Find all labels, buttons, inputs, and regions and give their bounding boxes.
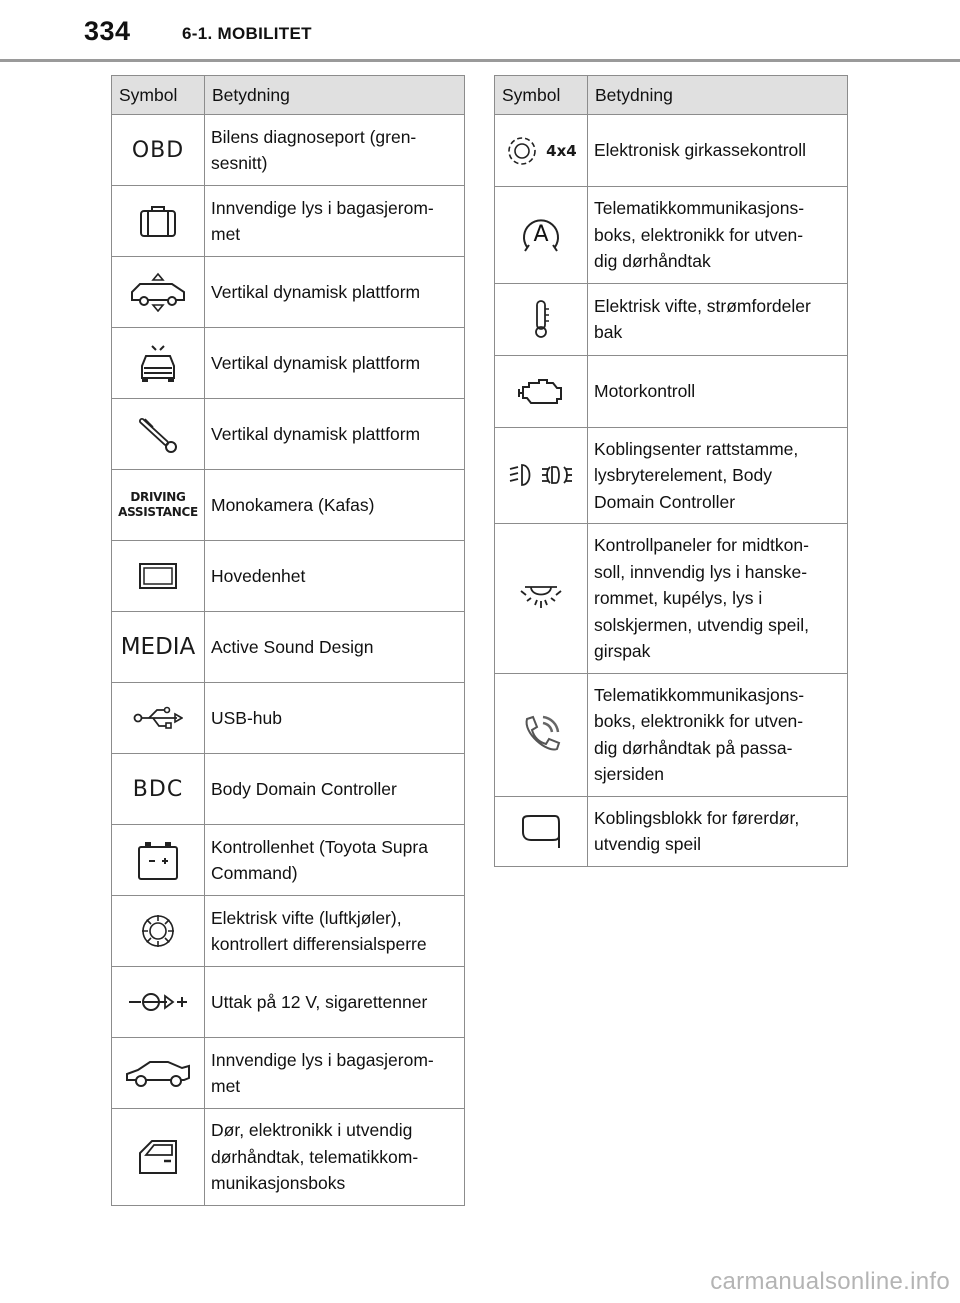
luggage-icon (138, 204, 178, 238)
table-row (112, 186, 465, 257)
meaning-text: Koblingsenter rattstamme, lysbryterelement, Body Domain Controller (594, 438, 799, 512)
gear-icon (505, 134, 539, 168)
column-header-meaning: Betydning (205, 76, 465, 115)
symbol-cell (112, 470, 205, 541)
meaning-text: Kontrollpaneler for midtkon- soll, innvendig lys i hanske- rommet, kupélys, lys i solskjermen, utvendig speil, girspak (594, 535, 809, 661)
meaning-text: Innvendige lys i bagasjerom- met (211, 197, 434, 244)
symbol-cell (112, 328, 205, 399)
meaning-text: Elektrisk vifte, strømfordeler bak (594, 295, 811, 342)
4x4-label: 4x4 (546, 141, 577, 160)
meaning-text: Monokamera (Kafas) (211, 494, 375, 515)
meaning-cell (205, 683, 465, 754)
column-header-symbol: Symbol (112, 76, 205, 115)
obd-icon: OBD (131, 137, 185, 163)
table-header-row (112, 76, 465, 115)
table-row (112, 115, 465, 186)
table-row (112, 1109, 465, 1206)
meaning-cell (205, 612, 465, 683)
table-row (112, 612, 465, 683)
meaning-cell (205, 754, 465, 825)
symbol-cell (112, 754, 205, 825)
symbol-cell (495, 115, 588, 187)
column-header-symbol: Symbol (495, 76, 588, 115)
section-title: 6-1. MOBILITET (182, 24, 312, 43)
table-row (112, 825, 465, 896)
table-row (495, 524, 848, 674)
bdc-icon: BDC (132, 776, 184, 802)
meaning-text: Telematikkommunikasjons- boks, elektronikk for utven- dig dørhåndtak (594, 198, 805, 271)
fan-icon (138, 911, 178, 951)
meaning-cell (588, 355, 848, 427)
table-row (112, 470, 465, 541)
symbol-cell (495, 283, 588, 355)
table-row (112, 896, 465, 967)
symbol-cell (112, 683, 205, 754)
symbol-cell (495, 187, 588, 284)
meaning-cell (588, 283, 848, 355)
meaning-cell (205, 470, 465, 541)
symbol-cell (112, 1038, 205, 1109)
meaning-text: Elektronisk girkassekontroll (594, 140, 807, 161)
symbol-cell (112, 825, 205, 896)
car-trunk-icon (124, 1056, 192, 1090)
meaning-text: Innvendige lys i bagasjerom- met (211, 1049, 434, 1096)
meaning-cell (588, 673, 848, 796)
symbol-table-right (494, 75, 848, 867)
wrench-icon (136, 415, 180, 453)
table-row (112, 683, 465, 754)
meaning-cell (205, 186, 465, 257)
table-row (495, 187, 848, 284)
table-row (112, 967, 465, 1038)
engine-icon (517, 375, 565, 407)
symbol-cell (495, 427, 588, 524)
meaning-text: Motorkontroll (594, 380, 696, 401)
sos-a-icon (519, 213, 563, 257)
symbol-cell (112, 257, 205, 328)
meaning-text: Kontrollenhet (Toyota Supra Command) (211, 836, 428, 883)
meaning-text: Bilens diagnoseport (gren- sesnitt) (211, 126, 417, 173)
meaning-cell (588, 115, 848, 187)
symbol-cell (112, 115, 205, 186)
headlight-icon (508, 461, 574, 489)
symbol-cell (495, 524, 588, 674)
table-row (495, 673, 848, 796)
table-row (495, 427, 848, 524)
symbol-cell (112, 967, 205, 1038)
table-header-row (495, 76, 848, 115)
table-row (495, 115, 848, 187)
symbol-cell (112, 612, 205, 683)
battery-icon (136, 839, 180, 881)
symbol-table-left (111, 75, 465, 1206)
meaning-cell (588, 427, 848, 524)
table-row (112, 328, 465, 399)
meaning-text: Vertikal dynamisk plattform (211, 423, 421, 444)
table-row (112, 399, 465, 470)
symbol-cell (112, 541, 205, 612)
symbol-cell (112, 399, 205, 470)
symbol-cell (112, 896, 205, 967)
symbol-cell (495, 673, 588, 796)
meaning-text: Vertikal dynamisk plattform (211, 281, 421, 302)
meaning-cell (588, 796, 848, 866)
table-row (112, 257, 465, 328)
interior-light-icon (517, 581, 565, 615)
meaning-text: Body Domain Controller (211, 778, 397, 799)
meaning-text: Elektrisk vifte (luftkjøler), kontrollert differensialsperre (211, 907, 427, 954)
meaning-text: Telematikkommunikasjons- boks, elektronikk for utven- dig dørhåndtak på passa- sjersiden (594, 684, 805, 784)
meaning-text: Vertikal dynamisk plattform (211, 352, 421, 373)
meaning-cell (588, 524, 848, 674)
meaning-cell (205, 967, 465, 1038)
symbol-cell (495, 355, 588, 427)
door-icon (136, 1139, 180, 1175)
meaning-cell (205, 541, 465, 612)
mirror-icon (519, 812, 563, 850)
usb-icon (133, 706, 183, 730)
screen-icon (138, 562, 178, 590)
meaning-text: Hovedenhet (211, 565, 306, 586)
header-divider (0, 59, 960, 62)
watermark: carmanualsonline.info (710, 1268, 950, 1295)
table-row (495, 283, 848, 355)
phone-icon (519, 713, 563, 757)
meaning-text: USB-hub (211, 707, 283, 728)
meaning-cell (205, 1038, 465, 1109)
meaning-cell (205, 825, 465, 896)
symbol-cell (112, 1109, 205, 1206)
meaning-cell (205, 896, 465, 967)
a-letter: A (533, 221, 549, 247)
meaning-cell (205, 257, 465, 328)
car-front-lift-icon (138, 342, 178, 384)
symbol-cell (495, 796, 588, 866)
column-header-meaning: Betydning (588, 76, 848, 115)
car-height-icon (128, 272, 188, 312)
meaning-text: Active Sound Design (211, 636, 374, 657)
assistance-label: ASSISTANCE (118, 505, 198, 519)
table-row (495, 355, 848, 427)
table-row (112, 754, 465, 825)
page-number: 334 (84, 16, 131, 46)
thermometer-icon (531, 299, 551, 339)
driving-label: DRIVING (130, 490, 186, 504)
meaning-text: Uttak på 12 V, sigarettenner (211, 991, 428, 1012)
meaning-cell (205, 115, 465, 186)
table-row (112, 1038, 465, 1109)
media-icon: MEDIA (120, 634, 196, 660)
meaning-cell (205, 328, 465, 399)
meaning-cell (205, 1109, 465, 1206)
meaning-cell (205, 399, 465, 470)
meaning-text: Koblingsblokk for førerdør, utvendig speil (594, 807, 800, 854)
symbol-cell (112, 186, 205, 257)
table-row (112, 541, 465, 612)
socket-plug-icon (127, 990, 189, 1014)
driving-assistance-icon (118, 490, 198, 520)
table-row (495, 796, 848, 866)
meaning-text: Dør, elektronikk i utvendig dørhåndtak, telematikkom- munikasjonsboks (211, 1120, 419, 1193)
meaning-cell (588, 187, 848, 284)
